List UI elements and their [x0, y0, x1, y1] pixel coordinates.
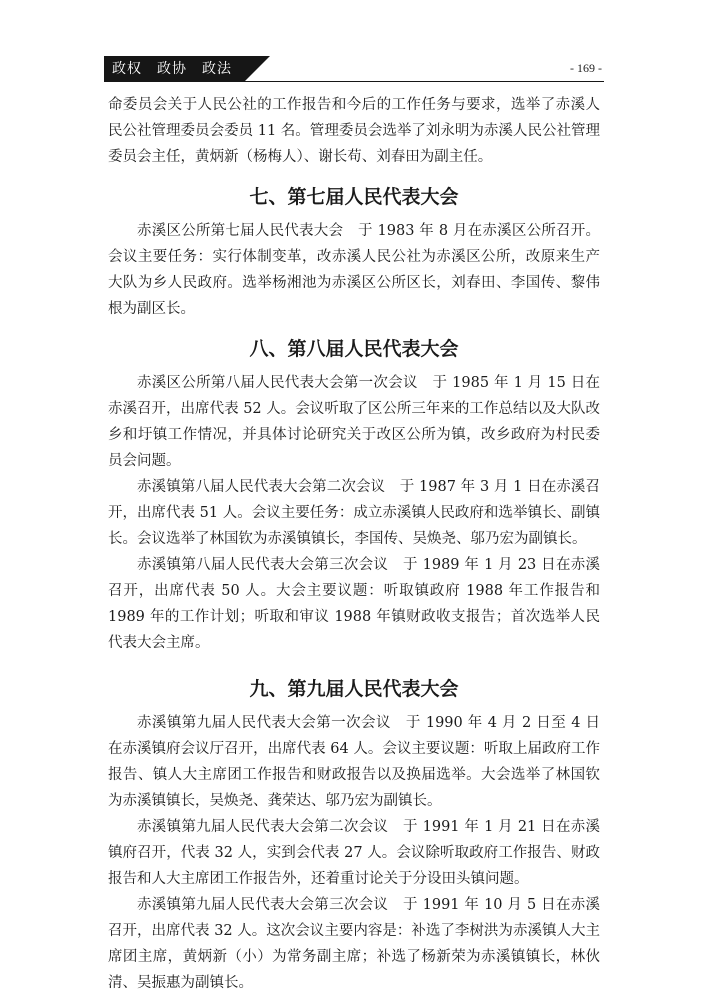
section-8-paragraph-3: 赤溪镇第八届人民代表大会第三次会议 于 1989 年 1 月 23 日在赤溪召开，出席代表 50 人。大会主要议题：听取镇政府 1988 年工作报告和 1989 年的工作计划；听取和审议 1988 年镇财政收支报告；首次选举人民代表大会主席。 — [108, 557, 600, 651]
section-9-paragraph-2: 赤溪镇第九届人民代表大会第二次会议 于 1991 年 1 月 21 日在赤溪镇府召开，代表 32 人，实到会代表 27 人。会议除听取政府工作报告、财政报告和人大主席团工作报告外，还着重讨论关于分设田头镇问题。 — [108, 819, 600, 887]
section-tab: 政权 政协 政法 — [104, 56, 244, 82]
section-7-paragraph-1: 赤溪区公所第七届人民代表大会 于 1983 年 8 月在赤溪区公所召开。会议主要任务：实行体制变革，改赤溪人民公社为赤溪区公所，改原来生产大队为乡人民政府。选举杨湘池为赤溪区公所区长，刘春田、李国传、黎伟根为副区长。 — [108, 223, 600, 317]
section-9-paragraph-3: 赤溪镇第九届人民代表大会第三次会议 于 1991 年 10 月 5 日在赤溪召开，出席代表 32 人。这次会议主要内容是：补选了李树洪为赤溪镇人大主席团主席，黄炳新（小）为常务副主席；补选了杨新荣为赤溪镇镇长，林伙清、吴振惠为副镇长。 — [108, 897, 600, 991]
section-8-paragraph-2: 赤溪镇第八届人民代表大会第二次会议 于 1987 年 3 月 1 日在赤溪召开，出席代表 51 人。会议主要任务：成立赤溪镇人民政府和选举镇长、副镇长。会议选举了林国钦为赤溪镇镇长，李国传、吴焕尧、邬乃宏为副镇长。 — [108, 479, 600, 547]
header-rule — [244, 81, 604, 82]
section-title-7: 七、第七届人民代表大会 — [249, 186, 459, 208]
section-title-9: 九、第九届人民代表大会 — [249, 678, 459, 700]
intro-paragraph: 命委员会关于人民公社的工作报告和今后的工作任务与要求，选举了赤溪人民公社管理委员会委员 11 名。管理委员会选举了刘永明为赤溪人民公社管理委员会主任，黄炳新（杨梅人）、谢长苟、刘春田为副主任。 — [108, 97, 600, 165]
section-tab-wedge — [244, 56, 270, 82]
page-number: - 169 - — [570, 61, 602, 75]
section-title-8: 八、第八届人民代表大会 — [249, 338, 459, 360]
page-body — [108, 92, 600, 996]
section-8-paragraph-1: 赤溪区公所第八届人民代表大会第一次会议 于 1985 年 1 月 15 日在赤溪召开，出席代表 52 人。会议听取了区公所三年来的工作总结以及大队改乡和圩镇工作情况，并具体讨论研究关于改区公所为镇，改乡政府为村民委员会问题。 — [108, 375, 600, 469]
page-header — [104, 56, 604, 82]
section-9-paragraph-1: 赤溪镇第九届人民代表大会第一次会议 于 1990 年 4 月 2 日至 4 日在赤溪镇府会议厅召开，出席代表 64 人。会议主要议题：听取上届政府工作报告、镇人大主席团工作报告和财政报告以及换届选举。大会选举了林国钦为赤溪镇镇长，吴焕尧、龚荣达、邬乃宏为副镇长。 — [108, 715, 600, 809]
